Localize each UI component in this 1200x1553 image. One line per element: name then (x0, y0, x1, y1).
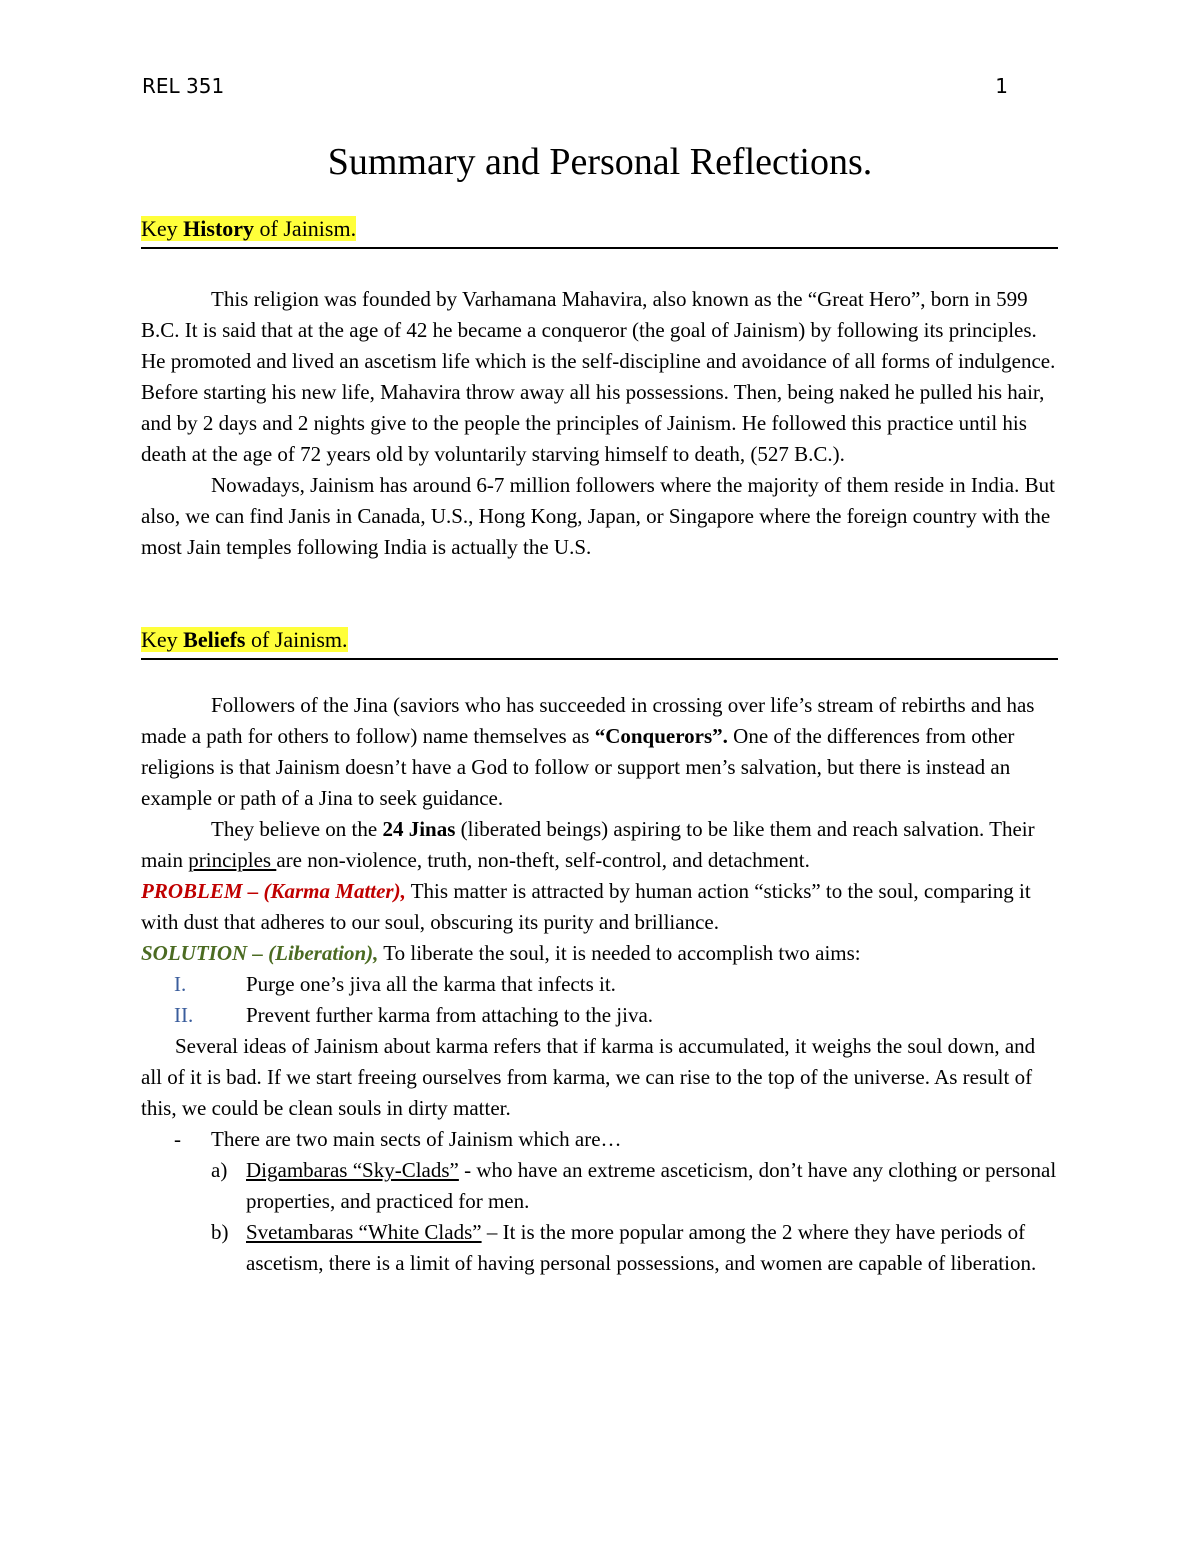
dash-bullet: - (174, 1127, 181, 1151)
aim-item (141, 969, 1058, 1000)
sect-item: b) Svetambaras “White Clads” – It is the more popular among the 2 where they have periods of ascetism, there is a limit of having personal possessions, and women are capable of liberation. (141, 1217, 1058, 1279)
beliefs-body (141, 690, 1058, 1279)
beliefs-paragraph-1: Followers of the Jina (saviors who has succeeded in crossing over life’s stream of rebirths and has made a path for others to follow) name themselves as “Conquerors”. One of the differences from other religions is that Jainism doesn’t have a God to follow or support men’s salvation, but there is instead an example or path of a Jina to seek guidance. (141, 693, 1035, 810)
beliefs-paragraph-2: They believe on the 24 Jinas (liberated beings) aspiring to be like them and reach salvation. Their main principles are non-violence, truth, non-theft, self-control, and detachment. (141, 817, 1035, 872)
problem-paragraph: PROBLEM – (Karma Matter), This matter is attracted by human action “sticks” to the soul, comparing it with dust that adheres to our soul, obscuring its purity and brilliance. (141, 879, 1031, 934)
sects-intro: - There are two main sects of Jainism which are… (141, 1124, 1058, 1155)
jinas-term: 24 Jinas (382, 817, 456, 841)
aim-text: Prevent further karma from attaching to the jiva. (246, 1003, 654, 1027)
aim-number: II. (174, 1003, 194, 1027)
sect-name: Digambaras “Sky-Clads” (246, 1158, 459, 1182)
heading-highlight: Key History of Jainism. (141, 216, 357, 241)
solution-label: SOLUTION – (Liberation), (141, 941, 379, 965)
header-course: REL 351 (142, 74, 225, 98)
sect-item: a) Digambaras “Sky-Clads” - who have an extreme asceticism, don’t have any clothing or personal properties, and practiced for men. (141, 1155, 1058, 1217)
aim-number: I. (174, 972, 187, 996)
problem-label: PROBLEM – (Karma Matter), (141, 879, 406, 903)
conquerors-term: “Conquerors”. (594, 724, 728, 748)
sect-label: a) (211, 1158, 228, 1182)
sect-label: b) (211, 1220, 229, 1244)
history-body (141, 284, 1058, 563)
document-title: Summary and Personal Reflections. (327, 141, 873, 183)
history-paragraph-2: Nowadays, Jainism has around 6-7 million followers where the majority of them reside in India. But also, we can find Janis in Canada, U.S., Hong Kong, Japan, or Singapore where the foreign country with the most Jain temples following India is actually the U.S. (141, 473, 1055, 559)
heading-keyword: Beliefs (183, 627, 246, 652)
heading-highlight: Key Beliefs of Jainism. (141, 627, 348, 652)
sect-name: Svetambaras “White Clads” (246, 1220, 482, 1244)
karma-paragraph: Several ideas of Jainism about karma refers that if karma is accumulated, it weighs the soul down, and all of it is bad. If we start freeing ourselves from karma, we can rise to the top of the universe. As result of this, we could be clean souls in dirty matter. (141, 1034, 1036, 1120)
section-heading-history (141, 216, 1058, 249)
section-heading-beliefs (141, 627, 1058, 660)
principles-term: principles (188, 848, 277, 872)
history-paragraph-1: This religion was founded by Varhamana Mahavira, also known as the “Great Hero”, born in 599 B.C. It is said that at the age of 42 he became a conqueror (the goal of Jainism) by following its principles. He promoted and lived an ascetism life which is the self-discipline and avoidance of all forms of indulgence. Before starting his new life, Mahavira throw away all his possessions. Then, being naked he pulled his hair, and by 2 days and 2 nights give to the people the principles of Jainism. He followed this practice until his death at the age of 72 years old by voluntarily starving himself to death, (527 B.C.). (141, 287, 1056, 466)
heading-keyword: History (183, 216, 255, 241)
solution-paragraph: SOLUTION – (Liberation), To liberate the soul, it is needed to accomplish two aims: (141, 941, 861, 965)
header-page-number: 1 (995, 74, 1008, 98)
aim-item (141, 1000, 1058, 1031)
aim-text: Purge one’s jiva all the karma that infects it. (246, 972, 616, 996)
